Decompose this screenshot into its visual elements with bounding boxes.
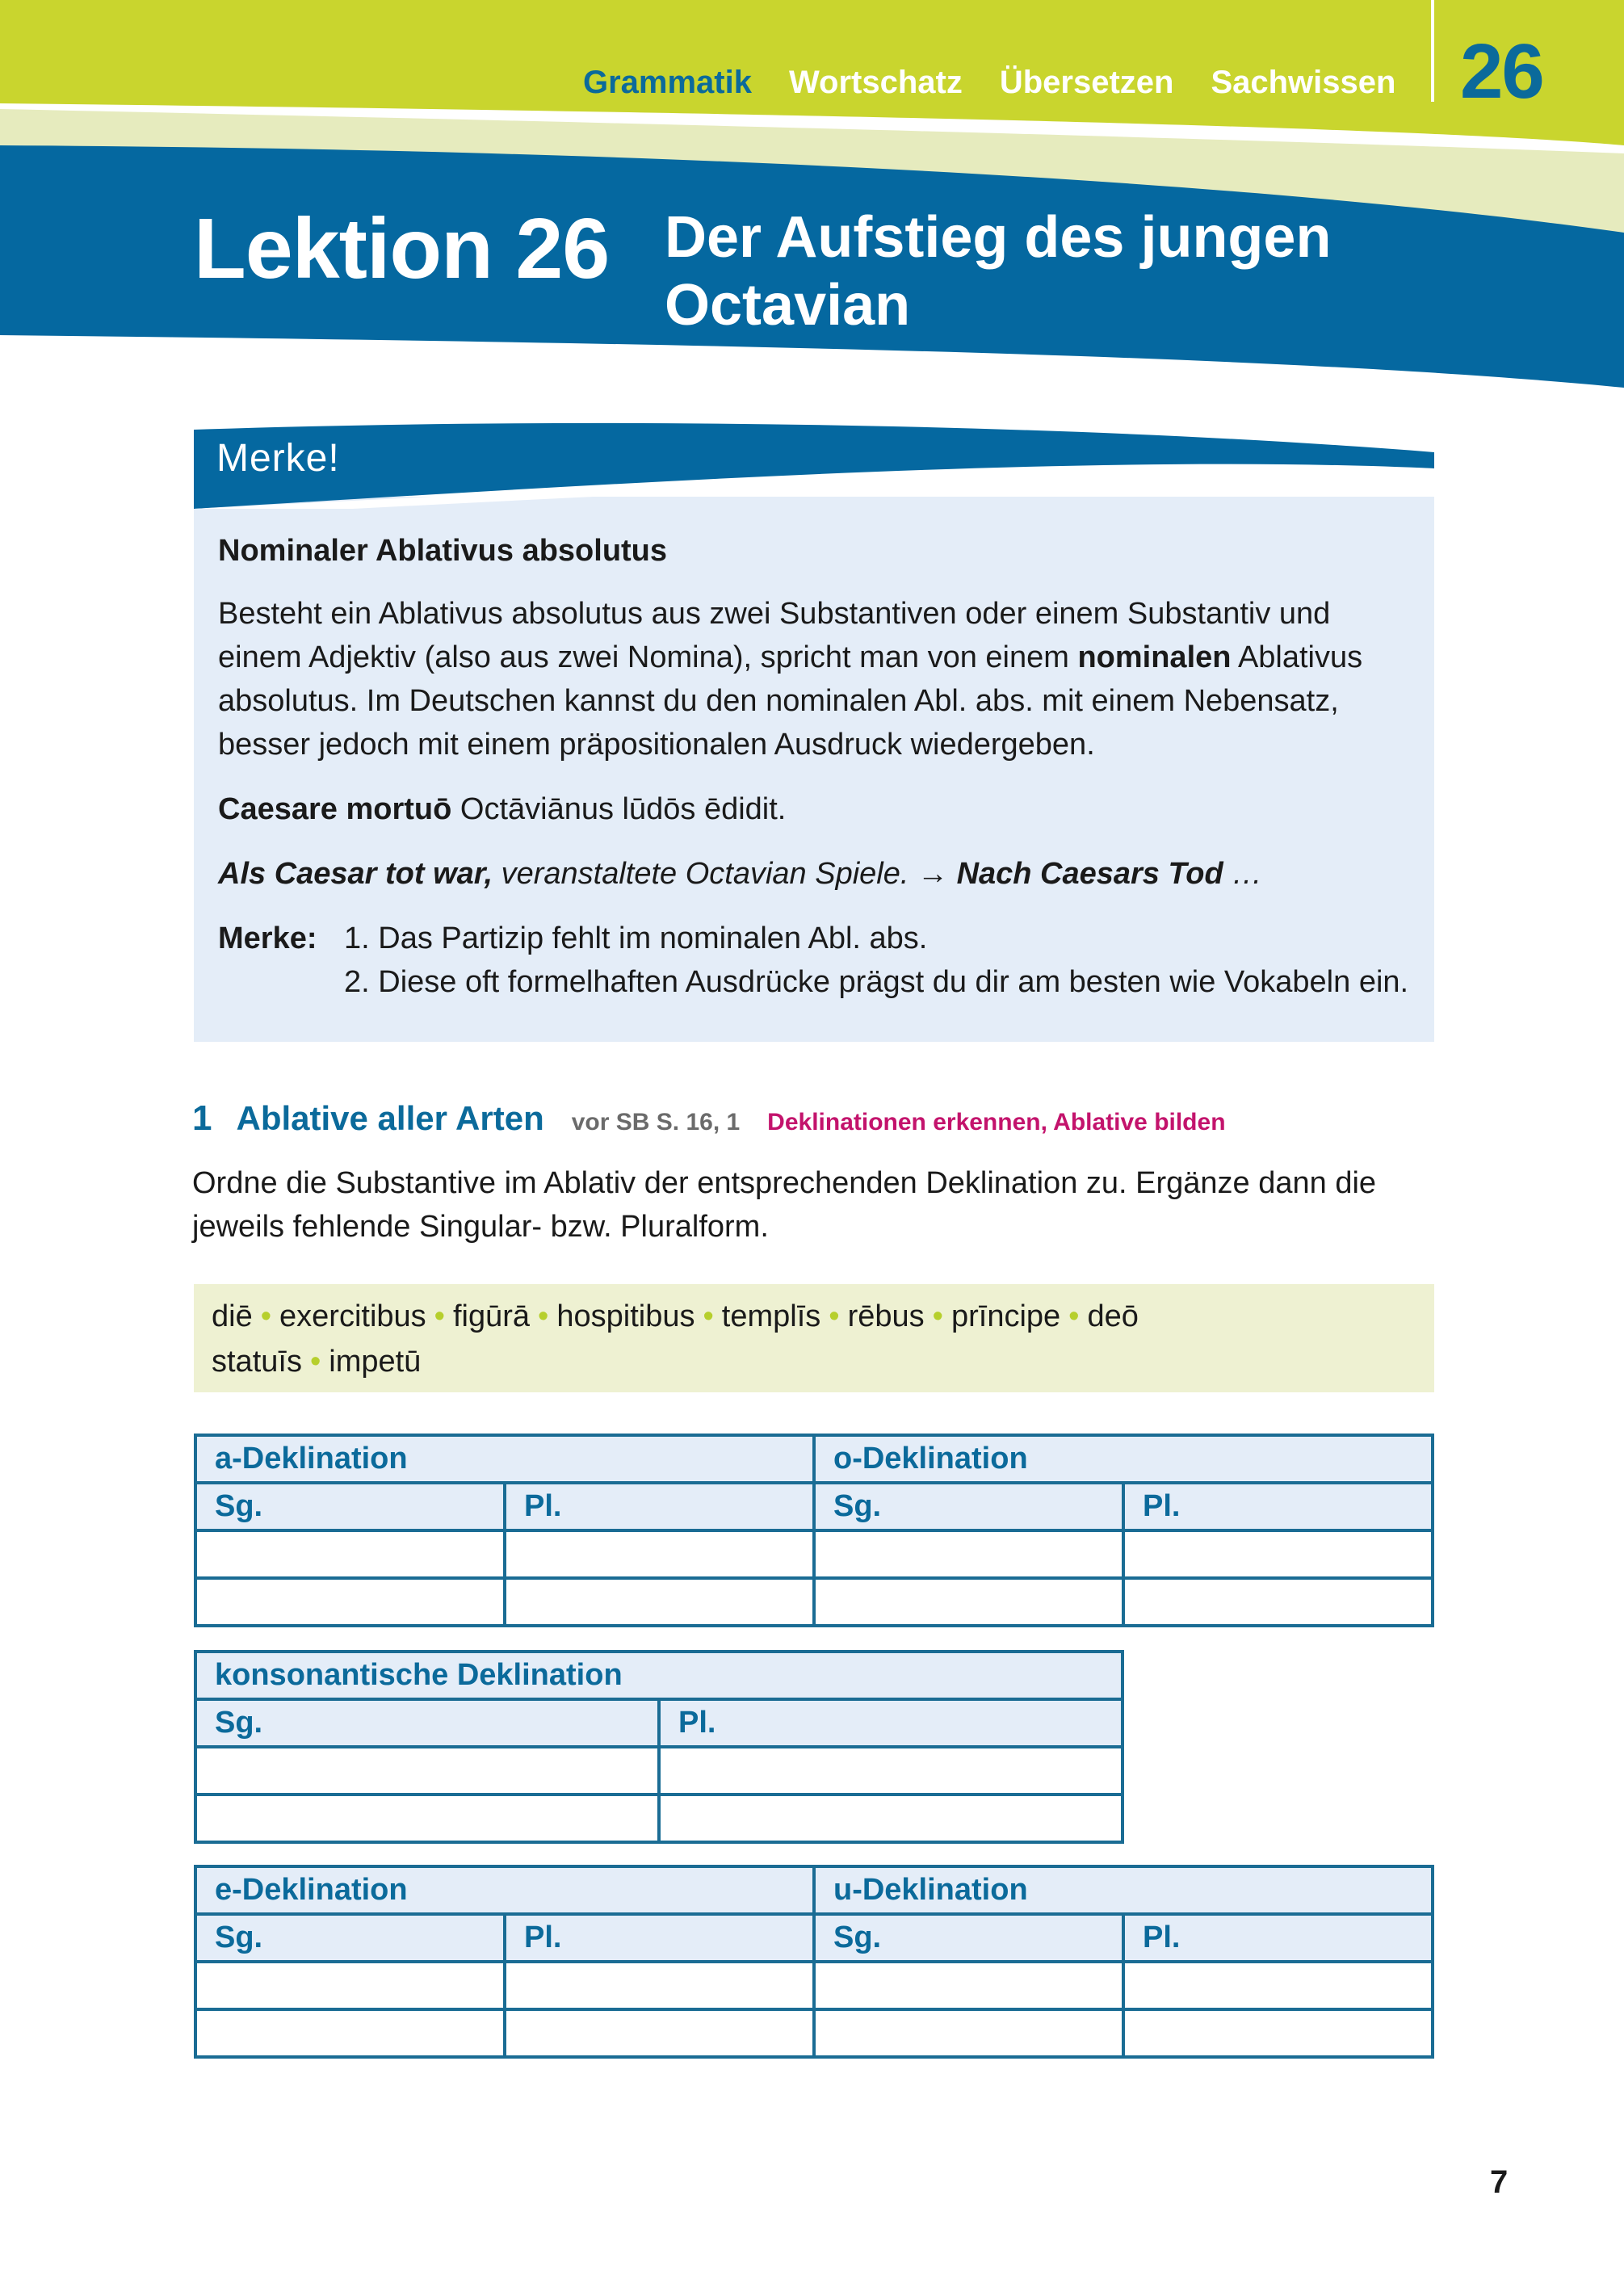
sg-header: Sg. xyxy=(814,1914,1123,1962)
pl-header: Pl. xyxy=(505,1483,814,1530)
merke-header xyxy=(194,420,1434,509)
latin-bold: Caesare mortuō xyxy=(218,792,452,826)
merke-subtitle: Nominaler Ablativus absolutus xyxy=(218,534,668,568)
transl-rest: veranstaltete Octavian Spiele. → xyxy=(493,857,957,891)
exercise-title: Ablative aller Arten xyxy=(236,1099,544,1137)
answer-cell[interactable] xyxy=(505,2009,814,2057)
lesson-label: Lektion 26 xyxy=(194,201,610,296)
latin-rest: Octāviānus lūdōs ēdidit. xyxy=(451,792,787,826)
text: Ablativus absolutus. Im Deutschen kannst du den nominalen Abl. abs. mit einem Nebensatz, besser jedoch mit einem präpositionalen Ausdruck wiedergeben. xyxy=(218,640,1363,762)
bullet-icon: • xyxy=(829,1299,840,1333)
sg-header: Sg. xyxy=(195,1483,505,1530)
word: impetū xyxy=(329,1345,422,1379)
section-nav xyxy=(583,65,1395,101)
nav-uebersetzen[interactable]: Übersetzen xyxy=(999,65,1174,100)
answer-cell[interactable] xyxy=(1123,1578,1433,1626)
bullet-icon: • xyxy=(538,1299,549,1333)
exercise-reference: vor SB S. 16, 1 xyxy=(571,1109,741,1136)
answer-cell[interactable] xyxy=(195,1747,659,1795)
u-declension-header: u-Deklination xyxy=(814,1866,1433,1914)
exercise-header xyxy=(192,1098,1226,1139)
answer-cell[interactable] xyxy=(814,1578,1123,1626)
chapter-divider xyxy=(1431,0,1434,102)
answer-cell[interactable] xyxy=(195,1530,505,1578)
table-consonant-declension xyxy=(194,1650,1124,1844)
exercise-number: 1 xyxy=(192,1098,212,1138)
text: Besteht ein Ablativus absolutus aus zwei Substantiven oder einem Substantiv und einem Adjektiv (also aus zwei Nomina), spricht man von einem xyxy=(218,597,1331,674)
answer-cell[interactable] xyxy=(195,1962,505,2009)
transl-bold: Als Caesar tot war, xyxy=(218,857,493,891)
translation-example xyxy=(218,852,1413,896)
word-list xyxy=(212,1294,1407,1384)
table-a-o-declension xyxy=(194,1434,1434,1627)
word: statuīs xyxy=(212,1345,302,1379)
lesson-title xyxy=(665,204,1472,339)
merke-list-item: 2. Diese oft formelhaften Ausdrücke prägst du dir am besten wie Vokabeln ein. xyxy=(344,965,1409,999)
e-declension-header: e-Deklination xyxy=(195,1866,814,1914)
page-number: 7 xyxy=(1490,2164,1509,2200)
chapter-number: 26 xyxy=(1460,28,1543,115)
bullet-icon: • xyxy=(309,1345,321,1379)
answer-cell[interactable] xyxy=(195,1795,659,1842)
merke-paragraph xyxy=(218,592,1413,766)
answer-cell[interactable] xyxy=(814,2009,1123,2057)
word: templīs xyxy=(721,1299,821,1333)
pl-header: Pl. xyxy=(1123,1483,1433,1530)
answer-cell[interactable] xyxy=(659,1795,1123,1842)
answer-cell[interactable] xyxy=(814,1530,1123,1578)
answer-cell[interactable] xyxy=(505,1962,814,2009)
o-declension-header: o-Deklination xyxy=(814,1435,1433,1483)
merke-content xyxy=(218,529,1413,1004)
sg-header: Sg. xyxy=(195,1914,505,1962)
word: deō xyxy=(1087,1299,1139,1333)
answer-cell[interactable] xyxy=(1123,1962,1433,2009)
answer-cell[interactable] xyxy=(195,1578,505,1626)
merke-list-items xyxy=(344,917,1408,1004)
transl-bold2: Nach Caesars Tod xyxy=(956,857,1223,891)
pl-header: Pl. xyxy=(505,1914,814,1962)
merke-list-item: 1. Das Partizip fehlt im nominalen Abl. abs. xyxy=(344,921,928,955)
word: diē xyxy=(212,1299,253,1333)
pl-header: Pl. xyxy=(1123,1914,1433,1962)
consonant-declension-header: konsonantische Deklination xyxy=(195,1652,1123,1699)
pl-header: Pl. xyxy=(659,1699,1123,1747)
nav-wortschatz[interactable]: Wortschatz xyxy=(788,65,963,100)
merke-list-label: Merke: xyxy=(218,921,317,955)
bullet-icon: • xyxy=(703,1299,714,1333)
answer-cell[interactable] xyxy=(505,1530,814,1578)
answer-cell[interactable] xyxy=(195,2009,505,2057)
answer-cell[interactable] xyxy=(814,1962,1123,2009)
exercise-instruction: Ordne die Substantive im Ablativ der entsprechenden Deklination zu. Ergänze dann die jeweils fehlende Singular- bzw. Pluralform. xyxy=(192,1166,1377,1244)
answer-cell[interactable] xyxy=(659,1747,1123,1795)
a-declension-header: a-Deklination xyxy=(195,1435,814,1483)
bullet-icon: • xyxy=(932,1299,943,1333)
lesson-title-line2: Octavian xyxy=(665,273,911,338)
word: figūrā xyxy=(452,1299,531,1333)
sg-header: Sg. xyxy=(814,1483,1123,1530)
word: hospitibus xyxy=(556,1299,695,1333)
transl-tail: … xyxy=(1223,857,1263,891)
word: exercitibus xyxy=(279,1299,426,1333)
answer-cell[interactable] xyxy=(505,1578,814,1626)
lesson-title-line1: Der Aufstieg des jungen xyxy=(665,205,1332,270)
bullet-icon: • xyxy=(1068,1299,1080,1333)
merke-label: Merke! xyxy=(216,437,340,480)
exercise-skill: Deklinationen erkennen, Ablative bilden xyxy=(767,1109,1226,1136)
bullet-icon: • xyxy=(260,1299,272,1333)
nav-grammatik[interactable]: Grammatik xyxy=(583,65,752,100)
latin-example xyxy=(218,787,1413,831)
table-e-u-declension xyxy=(194,1865,1434,2059)
nav-sachwissen[interactable]: Sachwissen xyxy=(1211,65,1396,100)
bullet-icon: • xyxy=(434,1299,445,1333)
bold-term: nominalen xyxy=(1077,640,1232,674)
answer-cell[interactable] xyxy=(1123,1530,1433,1578)
answer-cell[interactable] xyxy=(1123,2009,1433,2057)
word: rēbus xyxy=(847,1299,925,1333)
sg-header: Sg. xyxy=(195,1699,659,1747)
word: prīncipe xyxy=(950,1299,1061,1333)
merke-list xyxy=(218,917,1413,1004)
